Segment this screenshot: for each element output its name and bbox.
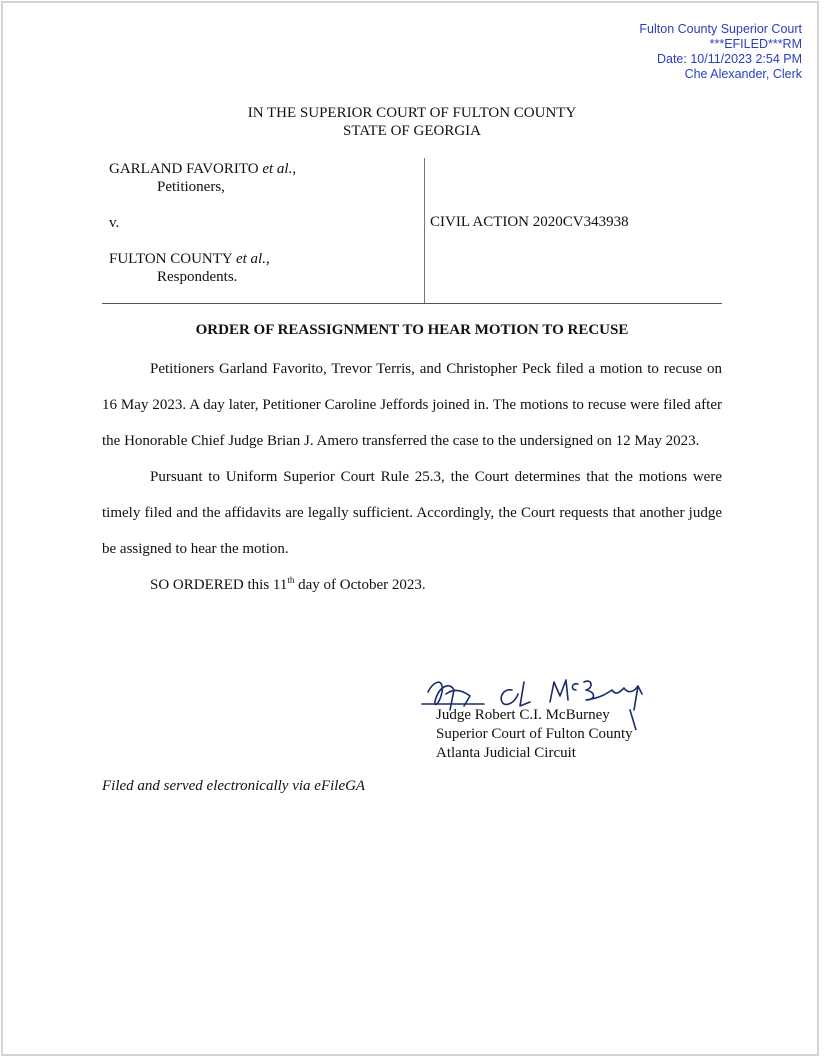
respondent-comma: , — [265, 251, 270, 267]
caption-divider — [424, 158, 425, 303]
order-paragraph-1: Petitioners Garland Favorito, Trevor Terris, and Christopher Peck filed a motion to recuse on 16 May 2023. A day later, Petitioner Caroline Jeffords joined in. The motions to recuse were filed after the Honorable Chief Judge Brian J. Amero transferred the case to the undersigned on 12 May 2023. — [102, 361, 722, 449]
so-ordered-prefix: SO ORDERED this 11 — [150, 577, 288, 593]
stamp-date: Date: 10/11/2023 2:54 PM — [656, 52, 802, 66]
respondent-line — [109, 250, 270, 268]
court-heading-line2: STATE OF GEORGIA — [343, 123, 481, 139]
petitioner-comma: , — [292, 161, 297, 177]
respondent-role: Respondents. — [157, 269, 238, 285]
court-heading-line1: IN THE SUPERIOR COURT OF FULTON COUNTY — [247, 105, 577, 121]
stamp-clerk: Che Alexander, Clerk — [684, 67, 802, 81]
stamp-efiled: ***EFILED***RM — [709, 37, 802, 51]
court-heading — [0, 104, 824, 140]
judge-name: Judge Robert C.I. McBurney — [436, 707, 610, 723]
so-ordered-suffix: day of October 2023. — [294, 577, 426, 593]
order-paragraph-2: Pursuant to Uniform Superior Court Rule 25.3, the Court determines that the motions were timely filed and the affidavits are legally sufficient. Accordingly, the Court requests that another judge be assigned to hear the motion. — [102, 469, 722, 557]
so-ordered-line — [102, 567, 722, 603]
respondent-name: FULTON COUNTY — [109, 251, 236, 267]
order-body — [102, 351, 722, 603]
respondent-etal: et al. — [235, 251, 266, 267]
signature-block — [436, 706, 633, 763]
case-caption — [102, 158, 722, 304]
judge-circuit: Atlanta Judicial Circuit — [436, 745, 576, 761]
petitioner-name: GARLAND FAVORITO — [109, 161, 263, 177]
petitioner-line — [109, 160, 296, 178]
civil-action-number: CIVIL ACTION 2020CV343938 — [430, 214, 629, 230]
filed-note: Filed and served electronically via eFileGA — [102, 778, 366, 794]
stamp-court: Fulton County Superior Court — [639, 22, 802, 36]
judge-court: Superior Court of Fulton County — [436, 726, 633, 742]
efile-stamp — [639, 22, 802, 82]
petitioner-role: Petitioners, — [157, 179, 225, 195]
order-title: ORDER OF REASSIGNMENT TO HEAR MOTION TO RECUSE — [195, 322, 629, 338]
so-ordered-sup: th — [287, 575, 295, 585]
versus: v. — [109, 215, 120, 231]
petitioner-etal: et al. — [262, 161, 293, 177]
